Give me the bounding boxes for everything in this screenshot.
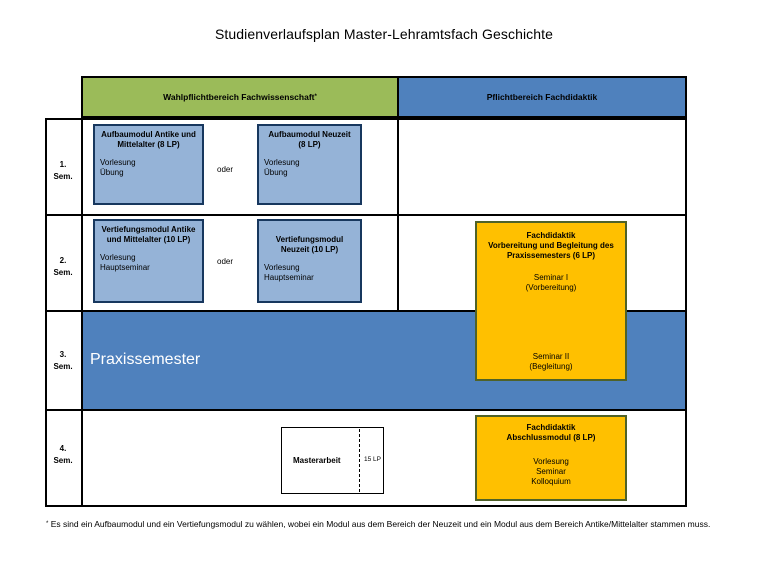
masterarbeit-divider — [359, 429, 360, 492]
module-aufbau-neuzeit — [257, 124, 362, 205]
semester-label-1: 1. Sem. — [53, 160, 73, 181]
header-footnote-marker: * — [314, 94, 317, 100]
or-label-1: oder — [217, 165, 234, 174]
semester-label-4: 4. Sem. — [53, 444, 73, 465]
header-wahlpflichtbereich — [81, 76, 399, 118]
footnote — [46, 518, 736, 531]
page-title: Studienverlaufsplan Master-Lehramtsfach Geschichte — [214, 26, 554, 42]
module-aufbau-antike — [93, 124, 204, 205]
module-aufbau-antike-title: Aufbaumodul Antike und Mittelalter (8 LP) — [101, 130, 196, 149]
module-fachdidaktik-abschluss-details: Vorlesung Seminar Kolloquium — [531, 457, 571, 486]
module-vertiefung-antike-details: Vorlesung Hauptseminar — [100, 253, 150, 272]
module-aufbau-antike-details: Vorlesung Übung — [100, 158, 136, 177]
semester-label-3: 3. Sem. — [53, 350, 73, 371]
seminar-2-label: Seminar II (Begleitung) — [529, 352, 573, 371]
module-fachdidaktik-praxis-title: Fachdidaktik Vorbereitung und Begleitung des Praxissemesters (6 LP) — [488, 231, 614, 260]
module-fachdidaktik-abschluss — [475, 415, 627, 501]
area-column-divider — [397, 118, 399, 312]
footnote-text: Es sind ein Aufbaumodul und ein Vertiefungsmodul zu wählen, wobei ein Modul aus dem Bereich der Neuzeit und ein Modul aus dem Bereich Antike/Mittelalter stammen muss. — [50, 519, 711, 529]
praxissemester-label: Praxissemester — [90, 351, 201, 368]
module-vertiefung-neuzeit-title: Vertiefungsmodul Neuzeit (10 LP) — [275, 235, 344, 254]
semester-column-divider — [81, 118, 83, 507]
header-pflichtbereich-label: Pflichtbereich Fachdidaktik — [486, 92, 598, 102]
masterarbeit-label: Masterarbeit — [293, 456, 341, 465]
or-label-2: oder — [217, 257, 234, 266]
header-pflichtbereich — [397, 76, 687, 118]
module-vertiefung-antike-title: Vertiefungsmodul Antike und Mittelalter (10 LP) — [101, 225, 196, 244]
module-aufbau-neuzeit-title: Aufbaumodul Neuzeit (8 LP) — [268, 130, 351, 149]
module-vertiefung-antike — [93, 219, 204, 303]
semester-label-2: 2. Sem. — [53, 256, 73, 277]
masterarbeit-lp: 15 LP — [364, 456, 381, 463]
module-fachdidaktik-abschluss-title: Fachdidaktik Abschlussmodul (8 LP) — [506, 423, 596, 442]
header-wahlpflichtbereich-label: Wahlpflichtbereich Fachwissenschaft — [163, 92, 315, 102]
module-aufbau-neuzeit-details: Vorlesung Übung — [264, 158, 300, 177]
footnote-marker: * — [46, 521, 49, 527]
seminar-1-label: Seminar I (Vorbereitung) — [525, 273, 577, 292]
module-vertiefung-neuzeit-details: Vorlesung Hauptseminar — [264, 263, 314, 282]
module-vertiefung-neuzeit — [257, 219, 362, 303]
module-fachdidaktik-praxis — [475, 221, 627, 381]
